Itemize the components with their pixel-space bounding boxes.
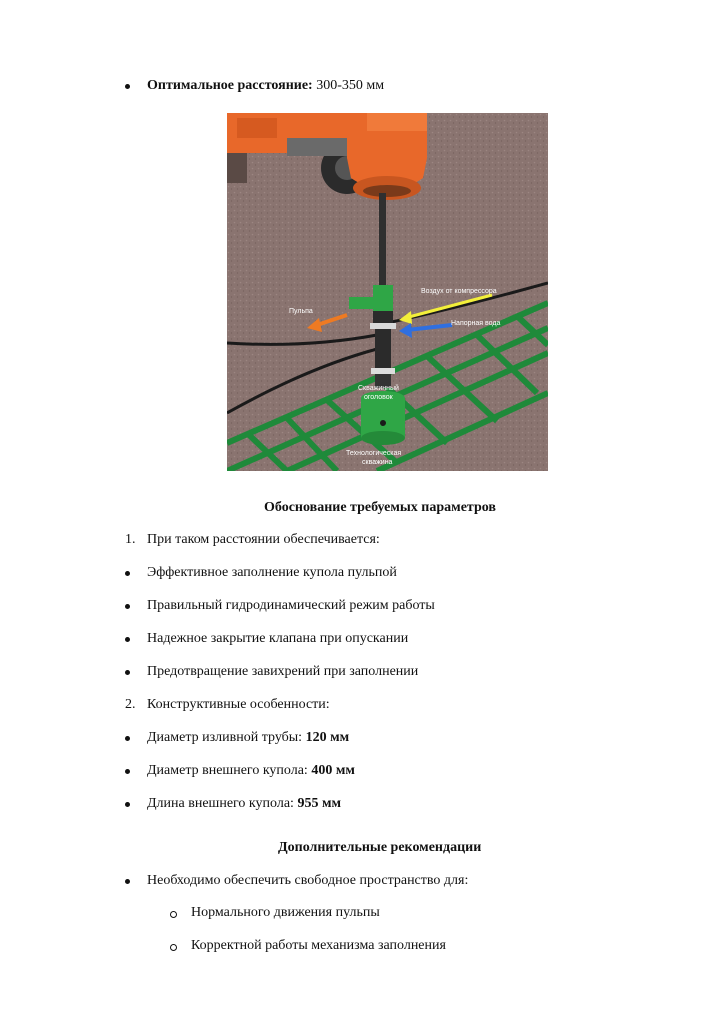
sub-list-item: Нормального движения пульпы (191, 905, 380, 920)
bullet-icon (125, 802, 130, 807)
list-item: Эффективное заполнение купола пульпой (147, 565, 397, 580)
section-title-parameters: Обоснование требуемых параметров (264, 500, 496, 515)
optimal-distance-value: 300-350 мм (316, 78, 385, 93)
optimal-distance-label: Оптимальное расстояние: (147, 78, 313, 93)
list-item: Предотвращение завихрений при заполнении (147, 664, 419, 679)
bullet-icon (125, 670, 130, 675)
bullet-icon (125, 84, 130, 89)
circle-bullet-icon (170, 911, 177, 918)
circle-bullet-icon (170, 944, 177, 951)
bullet-icon (125, 879, 130, 884)
list-item: Правильный гидродинамический режим работы (147, 598, 435, 613)
list-item: Необходимо обеспечить свободное пространство для: (147, 873, 469, 888)
well-label-1: Технологическая (346, 450, 402, 457)
spec-item (147, 796, 341, 812)
spec-label: Диаметр внешнего купола: (147, 763, 308, 778)
water-label: Напорная вода (451, 320, 501, 327)
spec-value: 955 мм (297, 796, 342, 811)
air-label: Воздух от компрессора (421, 288, 497, 295)
bullet-icon (125, 604, 130, 609)
bullet-icon (125, 637, 130, 642)
list-number: 2. (125, 697, 136, 712)
spec-value: 400 мм (311, 763, 355, 778)
spec-item (147, 730, 349, 746)
spec-label: Диаметр изливной трубы: (147, 730, 303, 745)
well-label-2: скважина (362, 459, 393, 466)
wellhead-label-2: оголовок (364, 394, 393, 401)
list-number: 1. (125, 532, 136, 547)
bullet-icon (125, 571, 130, 576)
pulp-label: Пульпа (289, 308, 313, 315)
list-item: Надежное закрытие клапана при опускании (147, 631, 409, 646)
spec-item (147, 763, 355, 779)
wellhead-label-1: Скважинный (358, 385, 399, 392)
spec-value: 120 мм (305, 730, 350, 745)
spec-label: Длина внешнего купола: (147, 796, 294, 811)
section-title-recommendations: Дополнительные рекомендации (278, 840, 482, 855)
bullet-icon (125, 736, 130, 741)
optimal-distance-item (147, 78, 384, 94)
well-diagram-image (227, 113, 548, 471)
list-item: При таком расстоянии обеспечивается: (147, 532, 380, 547)
sub-list-item: Корректной работы механизма заполнения (191, 938, 446, 953)
bullet-icon (125, 769, 130, 774)
list-item: Конструктивные особенности: (147, 697, 330, 712)
